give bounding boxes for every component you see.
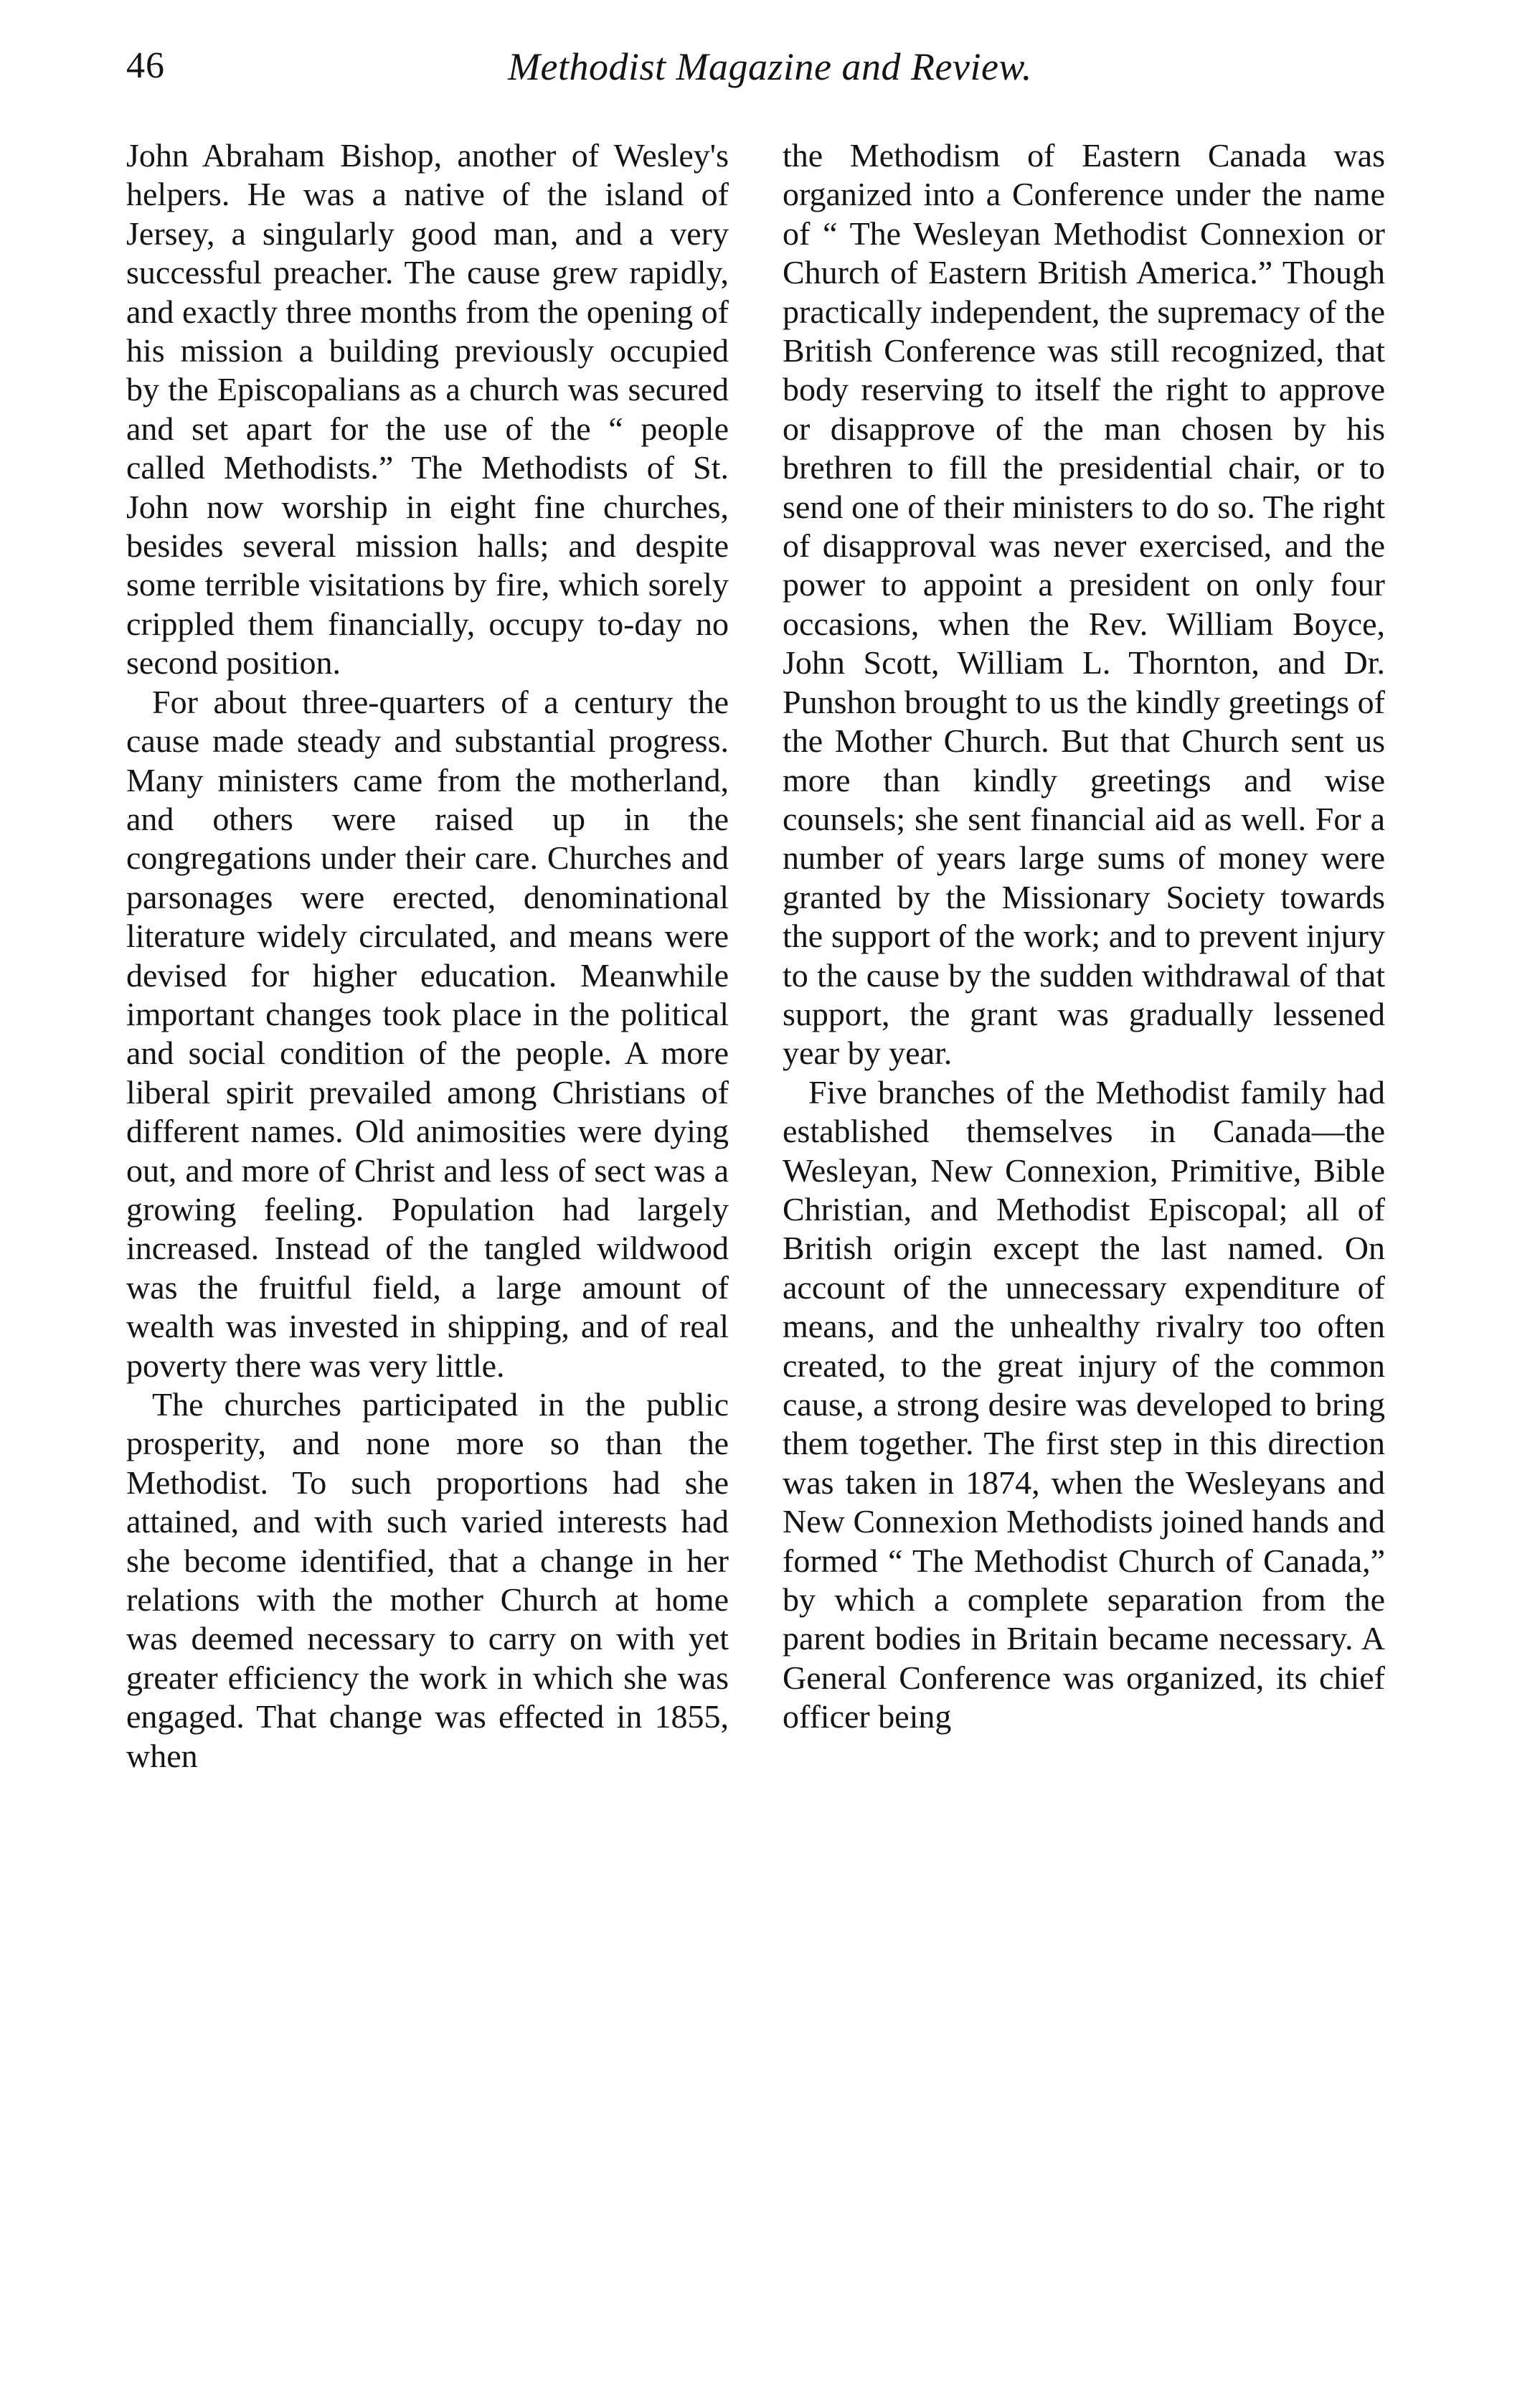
paragraph-left-2: For about three-quarters of a century the cause made steady and substantial progress. Many ministers came from the motherland, and others were raised up in the congregations under their care. Churches and parsonages were erected, denominational literature widely circulated, and means were devised for higher education. Meanwhile important changes took place in the political and social condition of the people. A more liberal spirit prevailed among Christians of different names. Old animosities were dying out, and more of Christ and less of sect was a growing feeling. Population had largely increased. Instead of the tangled wildwood was the fruitful field, a large amount of wealth was invested in shipping, and of real poverty there was very little. — [126, 683, 729, 1384]
running-header — [126, 44, 1414, 95]
right-column — [783, 136, 1385, 2324]
paragraph-left-1: John Abraham Bishop, another of Wesley's helpers. He was a native of the island of Jersey, a singularly good man, and a very successful preacher. The cause grew rapidly, and exactly three months from the opening of his mission a building previously occupied by the Episcopalians as a church was secured and set apart for the use of the “ people called Methodists.” The Methodists of St. John now worship in eight fine churches, besides several mission halls; and despite some terrible visitations by fire, which sorely crippled them financially, occupy to-day no second position. — [126, 137, 729, 682]
paragraph-right-1: the Methodism of Eastern Canada was organized into a Conference under the name of “ The Wesleyan Methodist Connexion or Church of Eastern British America.” Though practically independent, the supremacy of the British Conference was still recognized, that body reserving to itself the right to approve or disapprove of the man chosen by his brethren to fill the presidential chair, or to send one of their ministers to do so. The right of disapproval was never exercised, and the power to appoint a president on only four occasions, when the Rev. William Boyce, John Scott, William L. Thornton, and Dr. Punshon brought to us the kindly greetings of the Mother Church. But that Church sent us more than kindly greetings and wise counsels; she sent financial aid as well. For a number of years large sums of money were granted by the Missionary Society towards the support of the work; and to prevent injury to the cause by the sudden withdrawal of that support, the grant was gradually lessened year by year. — [783, 137, 1385, 1072]
paragraph-right-2: Five branches of the Methodist family had established themselves in Canada—the Wesleyan, New Connexion, Primitive, Bible Christian, and Methodist Episcopal; all of British origin except the last named. On account of the unnecessary expenditure of means, and the unhealthy rivalry too often created, to the great injury of the common cause, a strong desire was developed to bring them together. The first step in this direction was taken in 1874, when the Wesleyans and New Connexion Methodists joined hands and formed “ The Methodist Church of Canada,” by which a complete separation from the parent bodies in Britain became necessary. A General Conference was organized, its chief officer being — [783, 1073, 1385, 1735]
left-column — [126, 136, 729, 2324]
page-number: 46 — [126, 45, 165, 86]
running-title: Methodist Magazine and Review. — [508, 45, 1032, 88]
paragraph-left-3: The churches participated in the public prosperity, and none more so than the Methodist. To such proportions had she attained, and with such varied interests had she become identified, that a change in her relations with the mother Church at home was deemed necessary to carry on with yet greater efficiency the work in which she was engaged. That change was effected in 1855, when — [126, 1386, 729, 1774]
